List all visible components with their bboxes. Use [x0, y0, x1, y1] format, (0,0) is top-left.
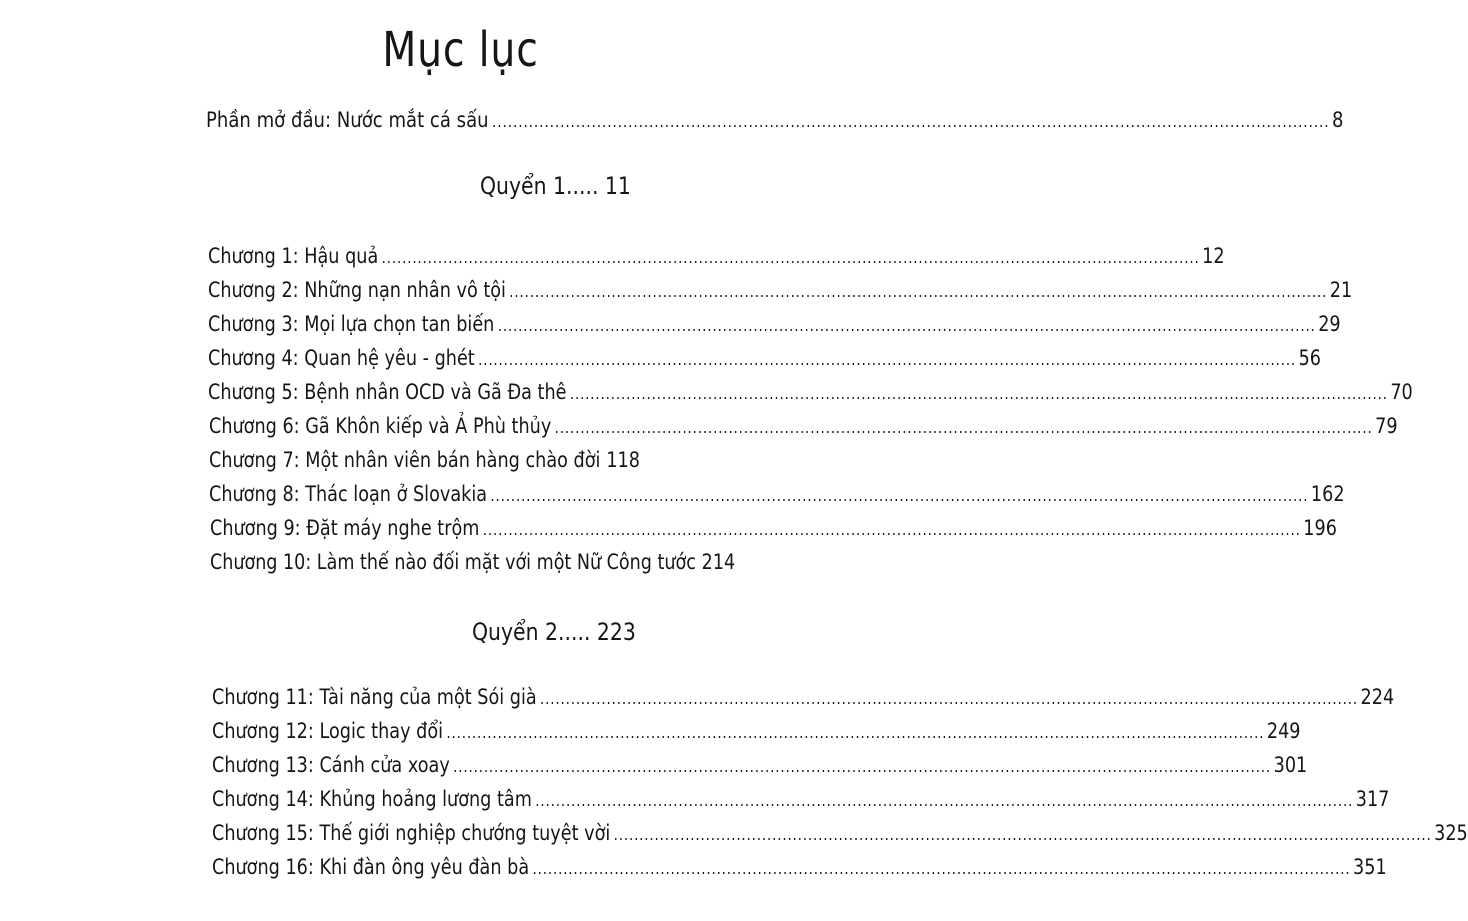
entry-label: Chương 2: Những nạn nhân vô tội: [208, 278, 506, 302]
book-heading-1: Quyển 1..... 11: [480, 172, 631, 200]
entry-page: 196: [1303, 516, 1337, 540]
dot-leader: [490, 486, 1308, 505]
dot-leader: [478, 350, 1296, 369]
dot-leader: [483, 520, 1301, 539]
entry-page: 214: [701, 550, 736, 574]
entry-label: Chương 4: Quan hệ yêu - ghét: [208, 346, 475, 370]
entry-page: 249: [1266, 719, 1301, 743]
toc-entry-chapter-5: [208, 380, 1413, 404]
book-heading-2: Quyển 2..... 223: [472, 618, 636, 646]
entry-label: Chương 8: Thác loạn ở Slovakia: [209, 482, 488, 506]
dot-leader: [453, 757, 1271, 776]
entry-page: 224: [1360, 685, 1395, 709]
toc-entry-chapter-16: [212, 855, 1387, 879]
dot-leader: [492, 112, 1329, 131]
entry-page: 351: [1352, 855, 1387, 879]
entry-label: Phần mở đầu: Nước mắt cá sấu: [206, 108, 489, 132]
entry-page: 301: [1273, 753, 1308, 777]
toc-entry-chapter-13: [212, 753, 1308, 777]
entry-page: 325: [1434, 821, 1468, 845]
toc-entry-chapter-11: [212, 685, 1395, 709]
entry-label: Chương 13: Cánh cửa xoay: [212, 753, 450, 777]
dot-leader: [446, 723, 1264, 742]
entry-label: Chương 9: Đặt máy nghe trộm: [210, 516, 480, 540]
toc-entry-chapter-6: [209, 414, 1398, 438]
entry-label: Chương 15: Thế giới nghiệp chướng tuyệt vời: [212, 821, 611, 845]
toc-entry-chapter-3: [208, 312, 1341, 336]
toc-entry-chapter-14: [212, 787, 1390, 811]
dot-leader: [555, 418, 1373, 437]
dot-leader: [570, 384, 1388, 403]
entry-page: 56: [1298, 346, 1322, 370]
entry-page: 70: [1390, 380, 1413, 404]
entry-page: 8: [1332, 108, 1344, 132]
entry-page: 79: [1375, 414, 1398, 438]
entry-label: Chương 14: Khủng hoảng lương tâm: [212, 787, 532, 811]
entry-label: Chương 3: Mọi lựa chọn tan biến: [208, 312, 495, 336]
toc-entry-chapter-10: [210, 550, 736, 574]
toc-entry-chapter-15: [212, 821, 1468, 845]
entry-page: 12: [1202, 244, 1225, 268]
dot-leader: [509, 282, 1327, 301]
entry-label: Chương 7: Một nhân viên bán hàng chào đời: [209, 448, 601, 472]
page-title: Mục lục: [382, 22, 539, 78]
toc-entry-chapter-2: [208, 278, 1353, 302]
entry-label: Chương 12: Logic thay đổi: [212, 719, 444, 743]
entry-label: Chương 1: Hậu quả: [208, 244, 379, 268]
entry-label: Chương 5: Bệnh nhân OCD và Gã Đa thê: [208, 380, 567, 404]
dot-leader: [533, 859, 1351, 878]
entry-page: 317: [1355, 787, 1390, 811]
toc-entry-chapter-8: [209, 482, 1345, 506]
entry-page: 29: [1318, 312, 1341, 336]
entry-page: 162: [1310, 482, 1345, 506]
entry-label: Chương 10: Làm thế nào đối mặt với một Nữ Công tước: [210, 550, 696, 574]
dot-leader: [540, 689, 1358, 708]
toc-entry-chapter-4: [208, 346, 1322, 370]
toc-entry-chapter-1: [208, 244, 1225, 268]
entry-page: 21: [1329, 278, 1353, 302]
toc-entry-chapter-7: [209, 448, 641, 472]
dot-leader: [535, 791, 1353, 810]
entry-label: Chương 11: Tài năng của một Sói già: [212, 685, 537, 709]
entry-label: Chương 16: Khi đàn ông yêu đàn bà: [212, 855, 530, 879]
toc-entry-chapter-12: [212, 719, 1301, 743]
dot-leader: [498, 316, 1316, 335]
dot-leader: [382, 248, 1200, 267]
entry-page: 118: [606, 448, 641, 472]
toc-entry-prologue: [206, 108, 1344, 132]
dot-leader: [614, 825, 1432, 844]
entry-label: Chương 6: Gã Khôn kiếp và Ả Phù thủy: [209, 414, 552, 438]
toc-entry-chapter-9: [210, 516, 1337, 540]
